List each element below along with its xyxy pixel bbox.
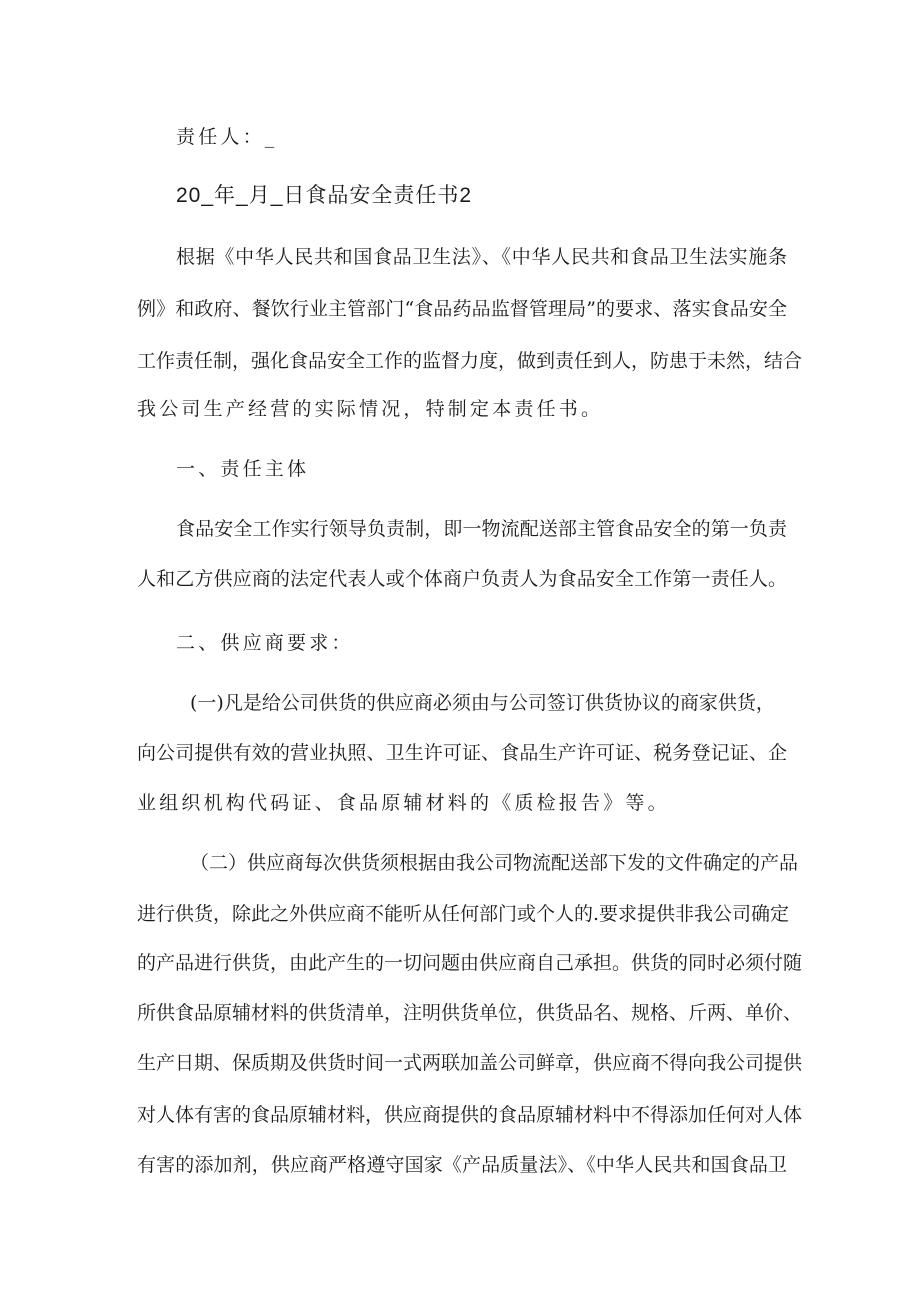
item-2-line-5: 生产日期、保质期及供货时间一式两联加盖公司鲜章，供应商不得向我公司提供 [137, 1052, 803, 1074]
document-heading: 20_年_月_日食品安全责任书2 [176, 184, 473, 207]
item-2-line-2: 进行供货，除此之外供应商不能听从任何部门或个人的.要求提供非我公司确定 [137, 903, 790, 925]
item-2-line-3: 的产品进行供货，由此产生的一切问题由供应商自己承担。供货的同时必须付随 [137, 952, 803, 974]
item-2-line-4: 所供食品原辅材料的供货清单，注明供货单位，供货品名、规格、斤两、单价、 [137, 1002, 803, 1024]
intro-line-4: 我公司生产经营的实际情况，特制定本责任书。 [137, 398, 604, 420]
responsible-person-line: 责任人：_ [176, 126, 278, 148]
section-1-body-line-1: 食品安全工作实行领导负责制，即一物流配送部主管食品安全的第一负责 [176, 518, 787, 540]
intro-line-1: 根据《中华人民共和国食品卫生法》、《中华人民共和食品卫生法实施条 [176, 246, 787, 268]
item-1-line-3: 业组织机构代码证、食品原辅材料的《质检报告》等。 [137, 792, 670, 814]
item-2-line-1: （二）供应商每次供货须根据由我公司物流配送部下发的文件确定的产品 [190, 852, 799, 874]
item-1-line-1: (一)凡是给公司供货的供应商必须由与公司签订供货协议的商家供货， [190, 692, 775, 714]
section-1-body-line-2: 人和乙方供应商的法定代表人或个体商户负责人为食品安全工作第一责任人。 [137, 568, 787, 590]
intro-line-2: 例》和政府、餐饮行业主管部门“食品药品监督管理局”的要求、落实食品安全 [137, 298, 787, 320]
item-2-line-6: 对人体有害的食品原辅材料，供应商提供的食品原辅材料中不得添加任何对人体 [137, 1104, 803, 1126]
section-2-title: 二、供应商要求： [176, 632, 354, 654]
item-2-line-7: 有害的添加剂，供应商严格遵守国家《产品质量法》、《中华人民共和国食品卫 [137, 1154, 787, 1176]
section-1-title: 一、责任主体 [176, 458, 310, 480]
intro-line-3: 工作责任制，强化食品安全工作的监督力度，做到责任到人，防患于未然，结合 [137, 350, 803, 372]
item-1-line-2: 向公司提供有效的营业执照、卫生许可证、食品生产许可证、税务登记证、企 [137, 742, 787, 764]
